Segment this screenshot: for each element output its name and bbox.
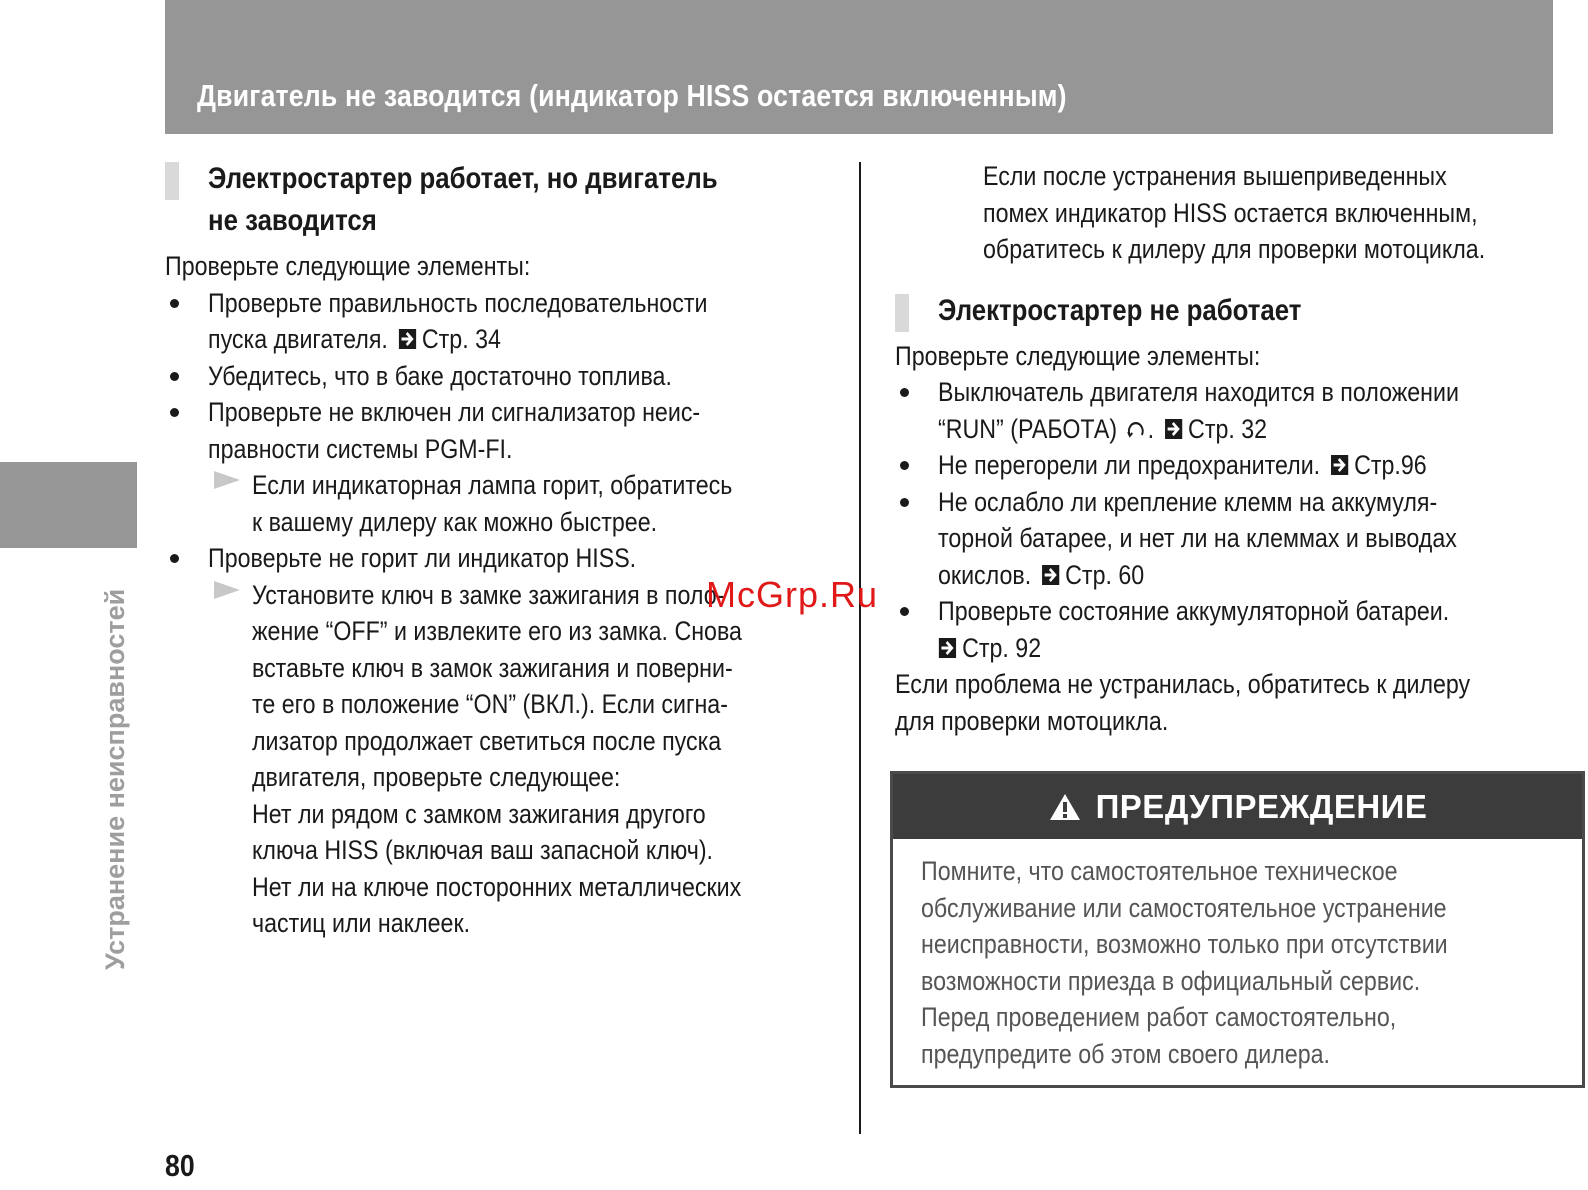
watermark-text: McGrp.Ru — [706, 574, 879, 615]
list-item: Проверьте правильность последовательности — [165, 285, 845, 322]
warning-line: Помните, что самостоятельное техническое — [921, 856, 1398, 886]
run-switch-icon — [1125, 418, 1146, 442]
note-line: к вашему дилеру как можно быстрее. — [252, 506, 658, 537]
warning-line: предупредите об этом своего дилера. — [921, 1038, 1331, 1069]
warning-line: обслуживание или самостоятельное устранение — [921, 892, 1447, 923]
page-ref: Стр. 92 — [962, 632, 1042, 663]
section-heading-starter-fails: Электростартер не работает — [895, 290, 1555, 332]
page-number: 80 — [165, 1148, 195, 1183]
page-ref-arrow-icon — [1164, 418, 1183, 440]
note-line: жение “OFF” и извлеките его из замка. Снова — [252, 616, 742, 646]
note-line: Если индикаторная лампа горит, обратитесь — [165, 467, 845, 504]
note-line: лизатор продолжает светиться после пуска — [252, 725, 722, 756]
bullet-icon — [170, 554, 179, 563]
page-ref-arrow-icon — [1330, 454, 1349, 476]
bullet-icon — [900, 607, 909, 616]
note-line: те его в положение “ON” (ВКЛ.). Если сигна- — [252, 689, 728, 719]
bullet-icon — [170, 299, 179, 308]
warning-line: Перед проведением работ самостоятельно, — [921, 1002, 1397, 1032]
warning-triangle-icon — [1048, 792, 1082, 822]
bullet-icon — [900, 461, 909, 470]
section-heading-starter-works: Электростартер работает, но двигатель не заводится — [165, 158, 845, 242]
note-line: частиц или наклеек. — [252, 908, 471, 938]
note-line: обратитесь к дилеру для проверки мотоцикла. — [983, 234, 1486, 264]
note-line: помех индикатор HISS остается включенным, — [983, 197, 1478, 228]
list-item: Проверьте состояние аккумуляторной батареи. — [895, 593, 1555, 630]
page-title: Двигатель не заводится (индикатор HISS остается включенным) — [197, 78, 1067, 113]
left-column — [165, 158, 845, 942]
bullet-icon — [900, 388, 909, 397]
page-ref: Стр. 32 — [1188, 413, 1268, 444]
page-ref-arrow-icon — [398, 328, 417, 350]
list-item: Проверьте не горит ли индикатор HISS. — [165, 540, 845, 577]
list-item-continuation: торной батарее, и нет ли на клеммах и выводах — [938, 523, 1457, 553]
bullet-icon — [170, 372, 179, 381]
note-line: ключа HISS (включая ваш запасной ключ). — [252, 835, 714, 865]
page-ref: Стр.96 — [1354, 450, 1427, 480]
list-item: Убедитесь, что в баке достаточно топлива. — [165, 358, 845, 395]
page-ref: Стр. 34 — [421, 324, 501, 354]
list-item-continuation: “RUN” (РАБОТА) . Стр. 32 — [938, 413, 1268, 444]
page-header — [165, 0, 1553, 134]
outro-text: для проверки мотоцикла. — [895, 705, 1169, 736]
note-flag-icon — [212, 471, 242, 491]
warning-line: возможности приезда в официальный сервис. — [921, 965, 1421, 996]
note-line: Нет ли на ключе посторонних металлических — [252, 871, 742, 902]
note-line: Если после устранения вышеприведенных — [983, 161, 1447, 191]
page-ref-arrow-icon — [938, 637, 957, 659]
warning-box — [890, 771, 1585, 1088]
bullet-icon — [170, 408, 179, 417]
note-line: двигателя, проверьте следующее: — [252, 762, 621, 792]
column-divider — [859, 162, 861, 1134]
note-line: Установите ключ в замке зажигания в поло- — [165, 577, 845, 614]
list-item: Проверьте не включен ли сигнализатор неис- — [165, 394, 845, 431]
warning-title: ПРЕДУПРЕЖДЕНИЕ — [1095, 787, 1428, 825]
list-item: Не ослабло ли крепление клемм на аккумуля- — [895, 484, 1555, 521]
list-item-continuation: окислов. Стр. 60 — [938, 559, 1145, 590]
page-ref: Стр. 60 — [1065, 559, 1145, 590]
warning-line: неисправности, возможно только при отсутствии — [921, 929, 1448, 959]
section-tab — [0, 462, 137, 548]
heading-marker — [165, 162, 179, 200]
warning-header — [893, 774, 1582, 839]
list-item-continuation: пуска двигателя. Стр. 34 — [208, 324, 501, 354]
warning-body — [893, 839, 1582, 1072]
bullet-icon — [900, 498, 909, 507]
note-line: Нет ли рядом с замком зажигания другого — [252, 798, 706, 829]
list-item-continuation: правности системы PGM-FI. — [208, 433, 513, 464]
section-side-label: Устранение неисправностей — [100, 588, 130, 970]
note-flag-icon — [212, 581, 242, 601]
heading-marker — [895, 294, 909, 332]
right-column — [895, 158, 1555, 739]
list-item-continuation — [895, 630, 1555, 667]
list-item: Не перегорели ли предохранители. Стр.96 — [895, 447, 1555, 484]
intro-text: Проверьте следующие элементы: — [165, 251, 531, 281]
page-ref-arrow-icon — [1041, 564, 1060, 586]
outro-text: Если проблема не устранилась, обратитесь к дилеру — [895, 669, 1471, 699]
list-item: Выключатель двигателя находится в положении — [895, 374, 1555, 411]
note-line: вставьте ключ в замок зажигания и поверни- — [252, 652, 733, 683]
intro-text: Проверьте следующие элементы: — [895, 340, 1261, 371]
